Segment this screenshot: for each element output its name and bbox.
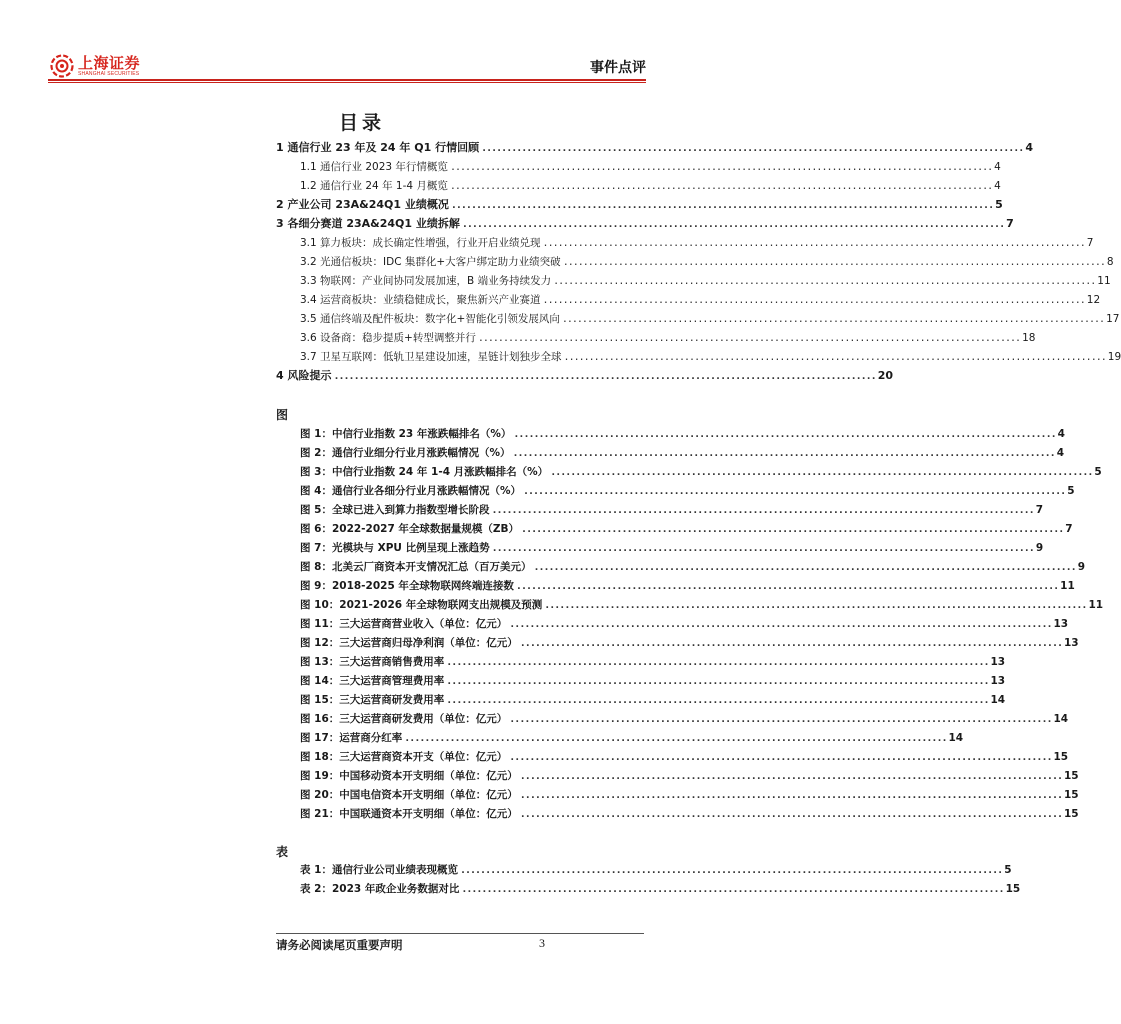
- figure-entry-label: 图 5：全球已进入到算力指数型增长阶段: [300, 504, 490, 516]
- leader-dots: ............................................................................................................: [561, 314, 1105, 325]
- figure-entry-10[interactable]: [300, 597, 1104, 613]
- leader-dots: ............................................................................................................: [553, 276, 1096, 287]
- figure-entry-18[interactable]: [300, 749, 1069, 765]
- toc-entry-3-4[interactable]: [300, 292, 1101, 308]
- figure-entry-17[interactable]: [300, 730, 964, 746]
- table-entry-page: 5: [1004, 864, 1012, 876]
- figure-entry-page: 4: [1057, 428, 1065, 440]
- figure-entry-label: 图 8：北美云厂商资本开支情况汇总（百万美元）: [300, 561, 532, 573]
- toc-entry-page: 19: [1107, 351, 1121, 363]
- figure-entry-9[interactable]: [300, 578, 1075, 594]
- figure-entry-label: 图 6：2022-2027 年全球数据量规模（ZB）: [300, 523, 520, 535]
- toc-entry-page: 12: [1086, 294, 1101, 306]
- leader-dots: ............................................................................................................: [450, 200, 994, 211]
- leader-dots: ............................................................................................................: [449, 162, 993, 173]
- logo-chinese-name: 上海证券: [78, 54, 141, 72]
- page-header: [0, 0, 724, 80]
- figure-entry-page: 9: [1077, 561, 1085, 573]
- toc-entry-1-1[interactable]: [300, 159, 1001, 175]
- leader-dots: ............................................................................................................: [509, 714, 1052, 725]
- figure-entry-15[interactable]: [300, 692, 1006, 708]
- figure-entry-6[interactable]: [300, 521, 1073, 537]
- leader-dots: ............................................................................................................: [550, 467, 1093, 478]
- toc-entry-label: 2 产业公司 23A&24Q1 业绩概况: [276, 198, 449, 211]
- figure-entry-label: 图 13：三大运营商销售费用率: [300, 656, 445, 668]
- figure-entry-page: 13: [990, 675, 1006, 687]
- toc-entry-page: 4: [994, 180, 1001, 192]
- leader-dots: ............................................................................................................: [481, 143, 1024, 154]
- toc-entry-1[interactable]: [276, 140, 1033, 156]
- toc-title: 目录: [338, 112, 385, 134]
- figure-entry-label: 图 15：三大运营商研发费用率: [300, 694, 445, 706]
- toc-entry-label: 3.6 设备商：稳步提质+转型调整并行: [300, 332, 476, 344]
- logo-english-name: SHANGHAI SECURITIES: [78, 71, 140, 77]
- leader-dots: ............................................................................................................: [459, 865, 1003, 876]
- figures-heading: 图: [276, 408, 289, 422]
- figure-entry-label: 图 2：通信行业细分行业月涨跌幅情况（%）: [300, 447, 511, 459]
- shanghai-securities-logo: [50, 54, 140, 78]
- figure-entry-page: 15: [1064, 808, 1079, 820]
- header-divider-thin: [48, 82, 646, 83]
- toc-entry-2[interactable]: [276, 197, 1003, 213]
- toc-entry-3-3[interactable]: [300, 273, 1111, 289]
- table-entry-2[interactable]: [300, 881, 1021, 897]
- figure-entry-page: 11: [1060, 580, 1075, 592]
- figure-entry-label: 图 18：三大运营商资本开支（单位：亿元）: [300, 751, 508, 763]
- figure-entry-label: 图 21：中国联通资本开支明细（单位：亿元）: [300, 808, 518, 820]
- leader-dots: ............................................................................................................: [491, 543, 1034, 554]
- footer-disclaimer: 请务必阅读尾页重要声明: [276, 938, 403, 952]
- tables-heading: 表: [276, 845, 289, 859]
- leader-dots: ............................................................................................................: [446, 676, 989, 687]
- leader-dots: ............................................................................................................: [563, 352, 1106, 363]
- footer-divider: [276, 933, 644, 934]
- figure-entry-2[interactable]: [300, 445, 1065, 461]
- figure-entry-label: 图 9：2018-2025 年全球物联网终端连接数: [300, 580, 514, 592]
- leader-dots: ............................................................................................................: [509, 752, 1052, 763]
- table-entry-label: 表 2：2023 年政企业务数据对比: [300, 883, 460, 895]
- toc-entry-1-2[interactable]: [300, 178, 1001, 194]
- toc-entry-label: 1 通信行业 23 年及 24 年 Q1 行情回顾: [276, 141, 480, 154]
- toc-entry-3-2[interactable]: [300, 254, 1114, 270]
- leader-dots: ............................................................................................................: [446, 657, 989, 668]
- report-type-label: 事件点评: [590, 60, 646, 76]
- figure-entry-page: 15: [1064, 770, 1079, 782]
- toc-entry-label: 3.1 算力板块：成长确定性增强，行业开启业绩兑现: [300, 237, 541, 249]
- figure-entry-page: 7: [1035, 504, 1043, 516]
- leader-dots: ............................................................................................................: [512, 448, 1055, 459]
- logo-emblem-icon: [50, 54, 74, 78]
- figure-entry-label: 图 14：三大运营商管理费用率: [300, 675, 445, 687]
- figure-entry-page: 5: [1094, 466, 1102, 478]
- page-number: 3: [539, 936, 545, 950]
- toc-entry-label: 3.4 运营商板块：业绩稳健成长，聚焦新兴产业赛道: [300, 294, 541, 306]
- table-entry-label: 表 1：通信行业公司业绩表现概览: [300, 864, 458, 876]
- toc-entry-label: 4 风险提示: [276, 369, 332, 382]
- toc-entry-page: 17: [1106, 313, 1120, 325]
- figure-entry-11[interactable]: [300, 616, 1069, 632]
- figure-entry-label: 图 10：2021-2026 年全球物联网支出规模及预测: [300, 599, 543, 611]
- figure-entry-page: 11: [1088, 599, 1104, 611]
- toc-entry-page: 4: [994, 161, 1001, 173]
- leader-dots: ............................................................................................................: [333, 371, 876, 382]
- leader-dots: ............................................................................................................: [542, 295, 1085, 306]
- figure-entry-page: 4: [1056, 447, 1065, 459]
- toc-entry-3-6[interactable]: [300, 330, 1036, 346]
- figure-entry-page: 14: [948, 732, 964, 744]
- figure-entry-page: 13: [1053, 618, 1069, 630]
- toc-entry-label: 1.1 通信行业 2023 年行情概览: [300, 161, 448, 173]
- toc-entry-3-7[interactable]: [300, 349, 1121, 365]
- leader-dots: ............................................................................................................: [544, 600, 1087, 611]
- toc-entry-3[interactable]: [276, 216, 1014, 232]
- figure-entry-label: 图 17：运营商分红率: [300, 732, 403, 744]
- header-divider: [48, 79, 646, 81]
- figure-entry-4[interactable]: [300, 483, 1075, 499]
- toc-entry-page: 8: [1106, 256, 1114, 268]
- leader-dots: ............................................................................................................: [519, 809, 1062, 820]
- figure-entry-page: 9: [1035, 542, 1044, 554]
- figure-entry-label: 图 19：中国移动资本开支明细（单位：亿元）: [300, 770, 518, 782]
- toc-entry-3-1[interactable]: [300, 235, 1094, 251]
- leader-dots: ............................................................................................................: [449, 181, 993, 192]
- figure-entry-label: 图 11：三大运营商营业收入（单位：亿元）: [300, 618, 508, 630]
- figure-entry-21[interactable]: [300, 806, 1079, 822]
- figure-entry-7[interactable]: [300, 540, 1044, 556]
- figure-entry-page: 15: [1053, 751, 1069, 763]
- leader-dots: ............................................................................................................: [446, 695, 989, 706]
- table-entry-page: 15: [1005, 883, 1021, 895]
- toc-entry-page: 7: [1086, 237, 1094, 249]
- toc-entry-label: 3.2 光通信板块：IDC 集群化+大客户绑定助力业绩突破: [300, 256, 561, 268]
- figure-entry-page: 13: [1064, 637, 1079, 649]
- leader-dots: ............................................................................................................: [513, 429, 1056, 440]
- figure-entry-page: 7: [1065, 523, 1073, 535]
- toc-entry-page: 7: [1006, 217, 1014, 230]
- toc-entry-label: 3.5 通信终端及配件板块：数字化+智能化引领发展风向: [300, 313, 560, 325]
- leader-dots: ............................................................................................................: [404, 733, 947, 744]
- figure-entry-label: 图 12：三大运营商归母净利润（单位：亿元）: [300, 637, 518, 649]
- figure-entry-14[interactable]: [300, 673, 1006, 689]
- leader-dots: ............................................................................................................: [562, 257, 1105, 268]
- leader-dots: ............................................................................................................: [461, 219, 1005, 230]
- toc-entry-4[interactable]: [276, 368, 894, 384]
- figure-entry-label: 图 16：三大运营商研发费用（单位：亿元）: [300, 713, 508, 725]
- figure-entry-19[interactable]: [300, 768, 1079, 784]
- leader-dots: ............................................................................................................: [533, 562, 1076, 573]
- figure-entry-label: 图 3：中信行业指数 24 年 1-4 月涨跌幅排名（%）: [300, 466, 549, 478]
- figure-entry-page: 5: [1067, 485, 1075, 497]
- figure-entry-page: 15: [1064, 789, 1079, 801]
- leader-dots: ............................................................................................................: [461, 884, 1004, 895]
- figure-entry-5[interactable]: [300, 502, 1043, 518]
- figure-entry-label: 图 7：光模块与 XPU 比例呈现上涨趋势: [300, 542, 490, 554]
- toc-entry-label: 3.7 卫星互联网：低轨卫星建设加速，星链计划独步全球: [300, 351, 562, 363]
- leader-dots: ............................................................................................................: [491, 505, 1034, 516]
- toc-entry-page: 5: [995, 198, 1003, 211]
- figure-entry-1[interactable]: [300, 426, 1065, 442]
- leader-dots: ............................................................................................................: [519, 638, 1062, 649]
- figure-entry-13[interactable]: [300, 654, 1006, 670]
- toc-entry-page: 20: [877, 369, 894, 382]
- figure-entry-8[interactable]: [300, 559, 1085, 575]
- figure-entry-page: 14: [1053, 713, 1069, 725]
- toc-entry-label: 1.2 通信行业 24 年 1-4 月概览: [300, 180, 448, 192]
- leader-dots: ............................................................................................................: [522, 486, 1066, 497]
- leader-dots: ............................................................................................................: [509, 619, 1052, 630]
- figure-entry-page: 14: [990, 694, 1006, 706]
- leader-dots: ............................................................................................................: [542, 238, 1085, 249]
- figure-entry-label: 图 1：中信行业指数 23 年涨跌幅排名（%）: [300, 428, 512, 440]
- leader-dots: ............................................................................................................: [521, 524, 1064, 535]
- figure-entry-20[interactable]: [300, 787, 1079, 803]
- figure-entry-3[interactable]: [300, 464, 1102, 480]
- toc-entry-3-5[interactable]: [300, 311, 1120, 327]
- figure-entry-12[interactable]: [300, 635, 1079, 651]
- table-entry-1[interactable]: [300, 862, 1012, 878]
- toc-entry-page: 11: [1097, 275, 1111, 287]
- leader-dots: ............................................................................................................: [519, 771, 1062, 782]
- leader-dots: ............................................................................................................: [477, 333, 1021, 344]
- toc-entry-label: 3 各细分赛道 23A&24Q1 业绩拆解: [276, 217, 460, 230]
- toc-entry-page: 18: [1022, 332, 1036, 344]
- toc-entry-label: 3.3 物联网：产业间协同发展加速，B 端业务持续发力: [300, 275, 552, 287]
- figure-entry-label: 图 4：通信行业各细分行业月涨跌幅情况（%）: [300, 485, 521, 497]
- figure-entry-16[interactable]: [300, 711, 1069, 727]
- leader-dots: ............................................................................................................: [515, 581, 1059, 592]
- figure-entry-label: 图 20：中国电信资本开支明细（单位：亿元）: [300, 789, 518, 801]
- figure-entry-page: 13: [990, 656, 1006, 668]
- toc-entry-page: 4: [1025, 141, 1033, 154]
- leader-dots: ............................................................................................................: [519, 790, 1062, 801]
